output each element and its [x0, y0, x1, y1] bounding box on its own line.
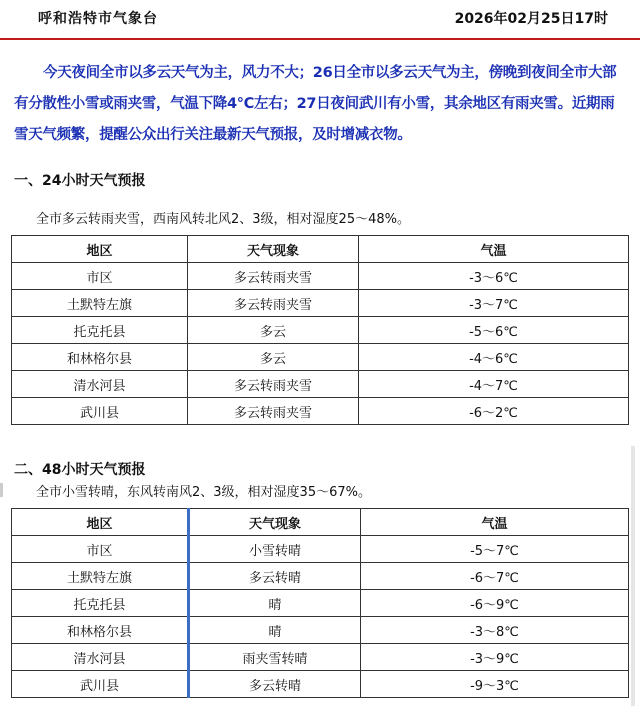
table-row: [12, 617, 629, 644]
temp-cell: -3～9℃: [361, 644, 629, 671]
table-row: [12, 590, 629, 617]
weather-cell: 小雪转晴: [189, 536, 361, 563]
col-header-weather: 天气现象: [188, 236, 359, 263]
table-header-row: [12, 236, 629, 263]
table-row: [12, 344, 629, 371]
table-row: [12, 317, 629, 344]
weather-cell: 多云转雨夹雪: [188, 290, 359, 317]
issue-datetime: 2026年02月25日17时: [454, 11, 608, 27]
table-row: [12, 371, 629, 398]
section-title-48h: 二、48小时天气预报: [14, 462, 146, 478]
region-cell: 市区: [12, 536, 189, 563]
temp-cell: -3～6℃: [359, 263, 629, 290]
weather-cell: 多云转雨夹雪: [188, 263, 359, 290]
section-title-24h: 一、24小时天气预报: [14, 173, 146, 189]
section-subtitle-24h: 全市多云转雨夹雪，西南风转北风2、3级，相对湿度25～48%。: [36, 212, 410, 227]
col-header-weather: 天气现象: [189, 509, 361, 536]
temp-cell: -3～7℃: [359, 290, 629, 317]
table-row: [12, 263, 629, 290]
col-header-temp: 气温: [361, 509, 629, 536]
table-row: [12, 398, 629, 425]
region-cell: 武川县: [12, 671, 189, 698]
weather-cell: 多云: [188, 317, 359, 344]
table-row: [12, 536, 629, 563]
region-cell: 和林格尔县: [12, 344, 188, 371]
region-cell: 托克托县: [12, 317, 188, 344]
table-row: [12, 644, 629, 671]
temp-cell: -5～6℃: [359, 317, 629, 344]
region-cell: 和林格尔县: [12, 617, 189, 644]
col-header-region: 地区: [12, 509, 189, 536]
table-header-row: [12, 509, 629, 536]
weather-cell: 多云转雨夹雪: [188, 398, 359, 425]
scrollbar-track[interactable]: [631, 446, 635, 706]
org-name: 呼和浩特市气象台: [38, 11, 158, 27]
forecast-summary: 今天夜间全市以多云天气为主，风力不大；26日全市以多云天气为主，傍晚到夜间全市大部有分散性小雪或雨夹雪，气温下降4℃左右；27日夜间武川有小雪，其余地区有雨夹雪。近期雨雪天气频繁，提醒公众出行关注最新天气预报，及时增减衣物。: [14, 65, 617, 143]
table-row: [12, 671, 629, 698]
forecast-table-24h: [11, 235, 629, 425]
weather-cell: 晴: [189, 617, 361, 644]
temp-cell: -6～9℃: [361, 590, 629, 617]
table-row: [12, 290, 629, 317]
temp-cell: -4～7℃: [359, 371, 629, 398]
region-cell: 武川县: [12, 398, 188, 425]
edge-marker: [0, 483, 3, 497]
temp-cell: -6～7℃: [361, 563, 629, 590]
weather-cell: 雨夹雪转晴: [189, 644, 361, 671]
region-cell: 土默特左旗: [12, 563, 189, 590]
temp-cell: -3～8℃: [361, 617, 629, 644]
col-header-temp: 气温: [359, 236, 629, 263]
temp-cell: -9～3℃: [361, 671, 629, 698]
region-cell: 托克托县: [12, 590, 189, 617]
region-cell: 清水河县: [12, 644, 189, 671]
region-cell: 土默特左旗: [12, 290, 188, 317]
weather-cell: 多云转晴: [189, 671, 361, 698]
weather-cell: 多云转晴: [189, 563, 361, 590]
weather-cell: 多云转雨夹雪: [188, 371, 359, 398]
weather-cell: 晴: [189, 590, 361, 617]
col-header-region: 地区: [12, 236, 188, 263]
section-subtitle-48h: 全市小雪转晴，东风转南风2、3级，相对湿度35～67%。: [36, 485, 371, 500]
temp-cell: -4～6℃: [359, 344, 629, 371]
temp-cell: -5～7℃: [361, 536, 629, 563]
forecast-table-48h: [11, 508, 629, 698]
temp-cell: -6～2℃: [359, 398, 629, 425]
region-cell: 清水河县: [12, 371, 188, 398]
table-row: [12, 563, 629, 590]
weather-cell: 多云: [188, 344, 359, 371]
page-header: [0, 0, 640, 40]
region-cell: 市区: [12, 263, 188, 290]
